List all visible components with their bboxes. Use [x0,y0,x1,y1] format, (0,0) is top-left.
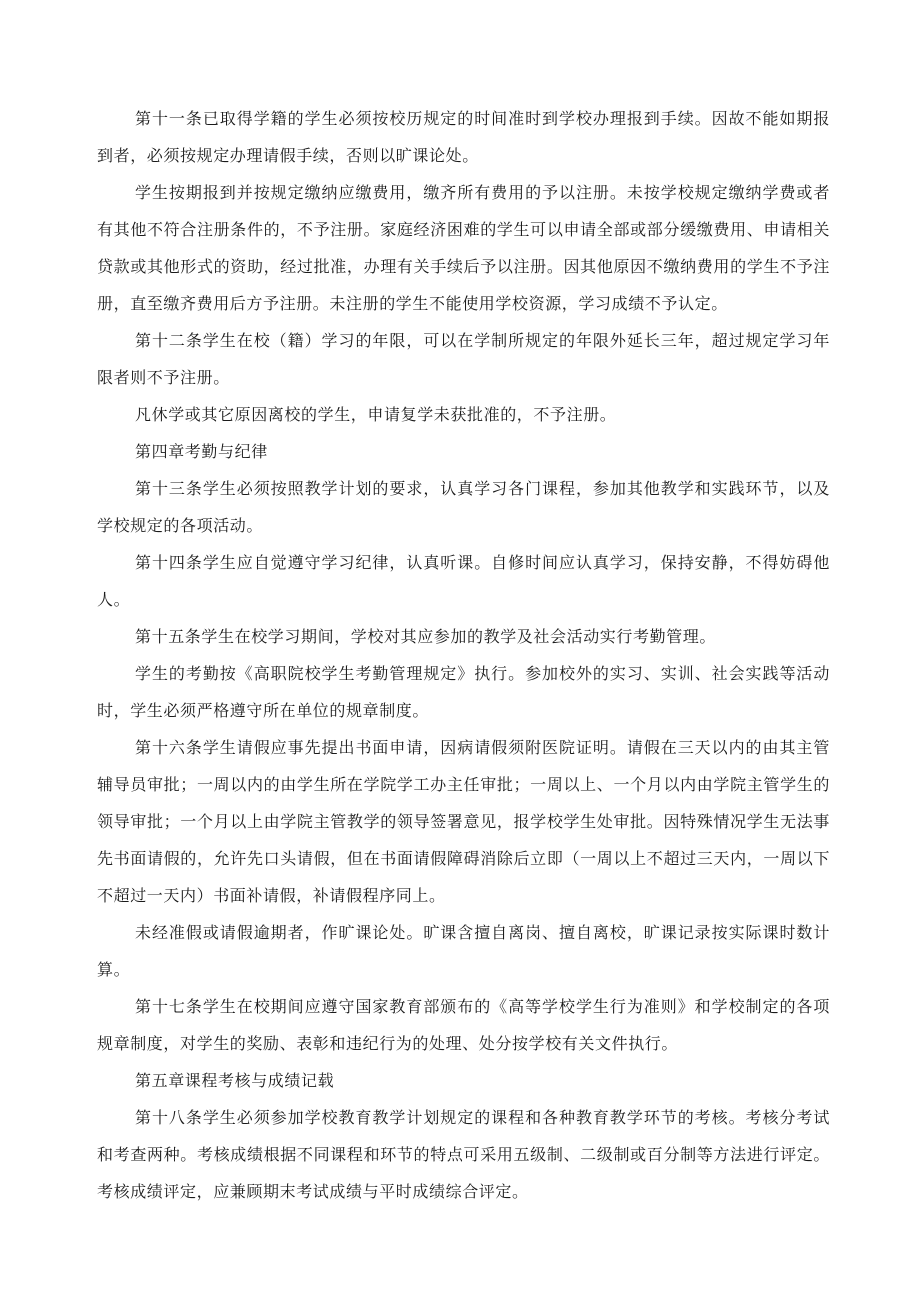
document-body [97,100,830,1210]
chapter-5-heading: 第五章课程考核与成绩记载 [135,1071,335,1090]
paragraph-article-13: 第十三条学生必须按照教学计划的要求，认真学习各门课程，参加其他教学和实践环节，以及学校规定的各项活动。 [97,479,830,535]
paragraph-attendance-rules: 学生的考勤按《高职院校学生考勤管理规定》执行。参加校外的实习、实训、社会实践等活动时，学生必须严格遵守所在单位的规章制度。 [97,664,830,720]
paragraph-article-11: 第十一条已取得学籍的学生必须按校历规定的时间准时到学校办理报到手续。因故不能如期报到者，必须按规定办理请假手续，否则以旷课论处。 [97,109,830,165]
paragraph-absence: 未经准假或请假逾期者，作旷课论处。旷课含擅自离岗、擅自离校，旷课记录按实际课时数计算。 [97,923,830,979]
paragraph-article-18: 第十八条学生必须参加学校教育教学计划规定的课程和各种教育教学环节的考核。考核分考试和考查两种。考核成绩根据不同课程和环节的特点可采用五级制、二级制或百分制等方法进行评定。考核成绩评定，应兼顾期末考试成绩与平时成绩综合评定。 [97,1108,830,1201]
chapter-4-heading: 第四章考勤与纪律 [135,442,268,461]
paragraph-article-16: 第十六条学生请假应事先提出书面申请，因病请假须附医院证明。请假在三天以内的由其主管辅导员审批；一周以内的由学生所在学院学工办主任审批；一周以上、一个月以内由学院主管学生的领导审批；一个月以上由学院主管教学的领导签署意见，报学校学生处审批。因特殊情况学生无法事先书面请假的，允许先口头请假，但在书面请假障碍消除后立即（一周以上不超过三天内，一周以下不超过一天内）书面补请假，补请假程序同上。 [97,738,830,905]
paragraph-resumption: 凡休学或其它原因离校的学生，申请复学未获批准的，不予注册。 [135,405,617,424]
paragraph-article-17: 第十七条学生在校期间应遵守国家教育部颁布的《高等学校学生行为准则》和学校制定的各项规章制度，对学生的奖励、表彰和违纪行为的处理、处分按学校有关文件执行。 [97,997,830,1053]
paragraph-article-12: 第十二条学生在校（籍）学习的年限，可以在学制所规定的年限外延长三年，超过规定学习年限者则不予注册。 [97,331,830,387]
paragraph-article-15: 第十五条学生在校学习期间，学校对其应参加的教学及社会活动实行考勤管理。 [135,627,717,646]
paragraph-registration: 学生按期报到并按规定缴纳应缴费用，缴齐所有费用的予以注册。未按学校规定缴纳学费或者有其他不符合注册条件的，不予注册。家庭经济困难的学生可以申请全部或部分缓缴费用、申请相关贷款或其他形式的资助，经过批准，办理有关手续后予以注册。因其他原因不缴纳费用的学生不予注册，直至缴齐费用后方予注册。未注册的学生不能使用学校资源，学习成绩不予认定。 [97,183,830,313]
paragraph-article-14: 第十四条学生应自觉遵守学习纪律，认真听课。自修时间应认真学习，保持安静，不得妨碍他人。 [97,553,830,609]
